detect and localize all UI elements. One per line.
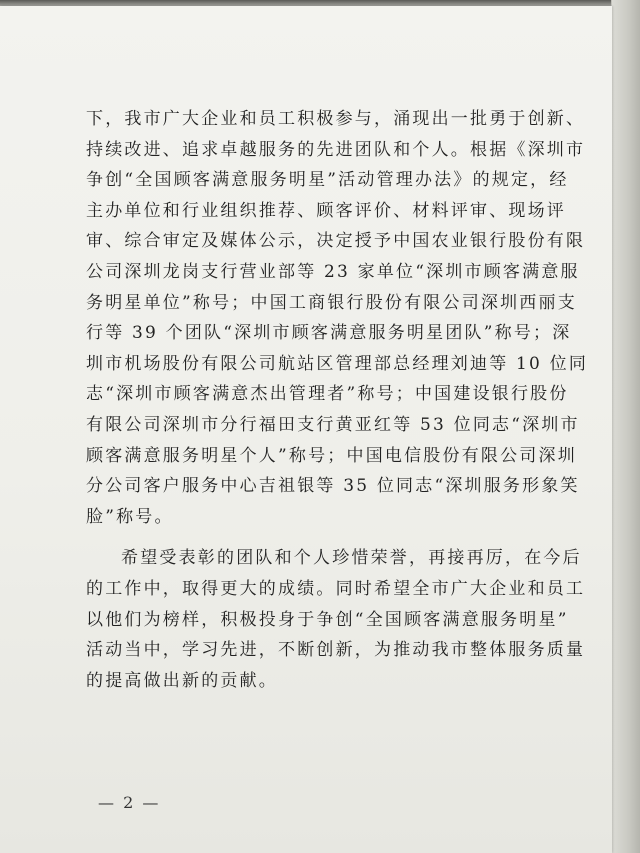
paragraph-1-line: 公司深圳龙岗支行营业部等 23 家单位“深圳市顾客满意服 — [86, 261, 580, 282]
paragraph-2-line: 的工作中，取得更大的成绩。同时希望全市广大企业和员工 — [86, 578, 586, 599]
document-body — [86, 104, 589, 696]
paragraph-2-line: 活动当中，学习先进，不断创新，为推动我市整体服务质量 — [86, 640, 586, 661]
paragraph-1-line: 下，我市广大企业和员工积极参与，涌现出一批勇于创新、 — [86, 109, 586, 129]
paragraph-2-line: 希望受表彰的团队和个人珍惜荣誉，再接再厉，在今后 — [121, 548, 582, 569]
paragraph-1-line: 分公司客户服务中心吉祖银等 35 位同志“深圳服务形象笑 — [86, 476, 580, 497]
paragraph-1-line: 顾客满意服务明星个人”称号；中国电信股份有限公司深圳 — [86, 445, 577, 466]
page-number: — 2 — — [98, 793, 161, 812]
paragraph-1-line: 行等 39 个团队“深圳市顾客满意服务明星团队”称号；深 — [86, 323, 572, 344]
paragraph-2-line: 的提高做出新的贡献。 — [86, 670, 278, 691]
paragraph-1-line: 持续改进、追求卓越服务的先进团队和个人。根据《深圳市 — [86, 139, 586, 160]
paragraph-2-line: 以他们为榜样，积极投身于争创“全国顾客满意服务明星” — [86, 609, 569, 630]
paragraph-1-line: 务明星单位”称号；中国工商银行股份有限公司深圳西丽支 — [86, 292, 577, 313]
document-page — [0, 6, 612, 853]
paragraph-1-line: 脸”称号。 — [86, 506, 174, 527]
paragraph-1-line: 争创“全国顾客满意服务明星”活动管理办法》的规定，经 — [86, 170, 569, 191]
paragraph-gap — [86, 532, 586, 543]
paragraph-1-line: 志“深圳市顾客满意杰出管理者”称号；中国建设银行股份 — [86, 384, 569, 405]
paragraph-1-line: 审、综合审定及媒体公示，决定授予中国农业银行股份有限 — [86, 231, 586, 252]
stacked-pages-edge — [611, 0, 640, 853]
paragraph-1-line: 主办单位和行业组织推荐、顾客评价、材料评审、现场评 — [86, 200, 566, 221]
paragraph-1-line: 圳市机场股份有限公司航站区管理部总经理刘迪等 10 位同 — [86, 353, 589, 374]
paragraph-1-line: 有限公司深圳市分行福田支行黄亚红等 53 位同志“深圳市 — [86, 414, 580, 435]
